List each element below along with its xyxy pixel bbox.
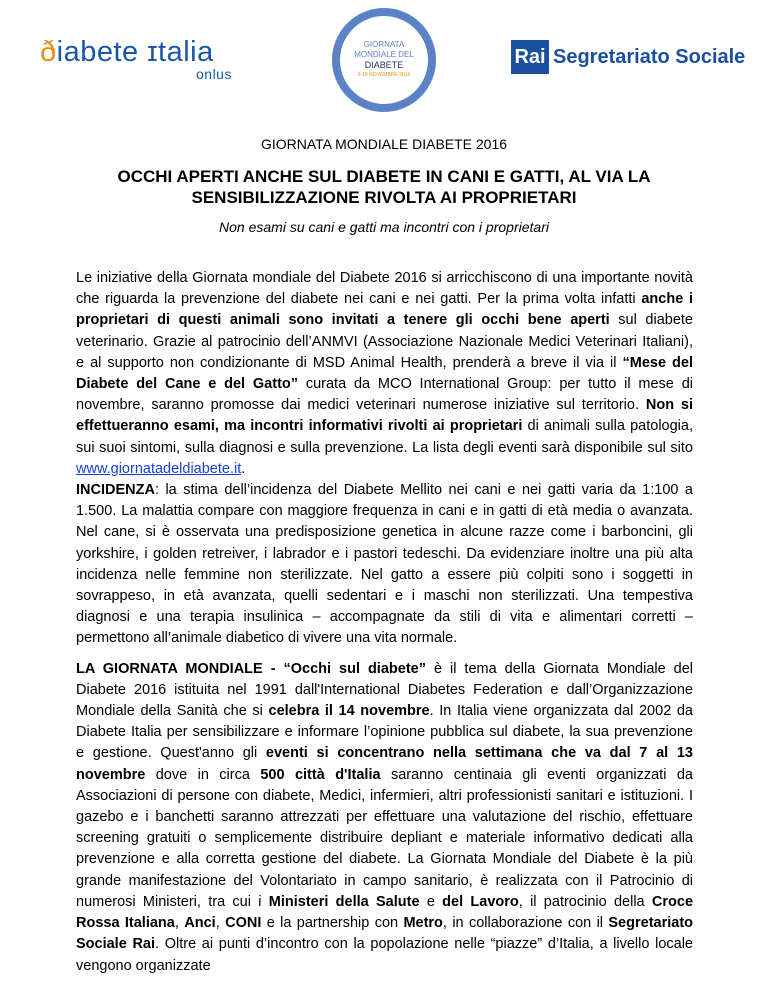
paragraph-giornata: LA GIORNATA MONDIALE - “Occhi sul diabete” è il tema della Giornata Mondiale del Diabete 2016 istituita nel 1991 dall'International Diabetes Federation e dall’Organizzazione Mondiale della Sanità che si celebra il 14 novembre. In Italia viene organizzata dal 2002 da Diabete Italia per sensibilizzare e informare l’opinione pubblica sul diabete, la sua prevenzione e gestione. Quest'anno gli eventi si concentrano nella settimana che va dal 7 al 13 novembre dove in circa 500 città d'Italia saranno centinaia gli eventi organizzati da Associazioni di persone con diabete, Medici, infermieri, altri professionisti sanitari e istituzioni. I gazebo e i banchetti saranno attrezzati per effettuare una valutazione del rischio, effettuare screening gratuiti o semplicemente distribuire depliant e materiale informativo dedicati alla prevenzione e alla corretta gestione del diabete. La Giornata Mondiale del Diabete è la più grande manifestazione del Volontariato in campo sanitario, è realizzata con il Patrocinio di numerosi Ministeri, tra cui i Ministeri della Salute e del Lavoro, il patrocinio della Croce Rossa Italiana, Anci, CONI e la partnership con Metro, in collaborazione con il Segretariato Sociale Rai. Oltre ai punti d’incontro con la popolazione nelle “piazze” d’Italia, a livello locale vengono organizzate [76,660,694,974]
giornata-mondiale-logo [332,8,436,112]
website-link[interactable]: www.giornatadeldiabete.it [76,460,242,477]
subtitle: Non esami su cani e gatti ma incontri con i proprietari [219,219,549,235]
circle-line-2: MONDIALE DEL [354,50,414,59]
kicker: GIORNATA MONDIALE DIABETE 2016 [260,136,508,152]
circle-line-1: GIORNATA [363,40,405,49]
page-header [0,0,768,130]
logo-wordmark: iabete ɪtalia [56,36,214,68]
paragraph-intro: Le iniziative della Giornata mondiale del Diabete 2016 si arricchiscono di una importante novità che riguarda la prevenzione del diabete nei cani e nei gatti. Per la prima volta infatti anche i proprietari di questi animali sono invitati a tenere gli occhi bene aperti sul diabete veterinario. Grazie al patrocinio dell’ANMVI (Associazione Nazionale Medici Veterinari Italiani), e al supporto non condizionante di MSD Animal Health, prenderà a breve il via il “Mese del Diabete del Cane e del Gatto” curata da MCO International Group: per tutto il mese di novembre, saranno promosse dai medici veterinari numerose iniziative sul territorio. Non si effettueranno esami, ma incontri informativi rivolti ai proprietari di animali sulla patologia, sui suoi sintomi, sulla diagnosi e sulla prevenzione. La lista degli eventi sarà disponibile sul sito www.giornatadeldiabete.it. [76,270,694,477]
rai-box: Rai [511,40,549,74]
circle-line-3: DIABETE [364,60,404,70]
diabete-italia-logo [40,36,260,86]
rai-segretariato-logo [511,40,745,74]
circle-date: 9-15 NOVEMBRE 2016 [357,72,411,78]
page-title: OCCHI APERTI ANCHE SUL DIABETE IN CANI E GATTI, AL VIA LA SENSIBILIZZAZIONE RIVOLTA AI PROPRIETARI [117,167,651,207]
paragraph-incidenza: INCIDENZA: la stima dell’incidenza del Diabete Mellito nei cani e nei gatti varia da 1:100 a 1.500. La malattia compare con maggiore frequenza in cani e in gatti di età media o avanzata. Nel cane, si è osservata una predisposizione genetica in alcune razze come i barboncini, gli yorkshire, i golden retreiver, i labrador e i pastori tedeschi. Da evidenziare inoltre una più alta incidenza nelle femmine non sterilizzate. Nel gatto a essere più colpiti sono i soggetti in sovrappeso, in età avanzata, quelli sedentari e i maschi non sterilizzati. Una tempestiva diagnosi e una terapia insulinica – accompagnate da stili di vita e alimentari corretti – permettono all’animale diabetico di vivere una vita normale. [76,482,693,647]
logo-onlus: onlus [196,66,232,82]
rai-label: Segretariato Sociale [553,45,746,68]
article-body [76,268,693,977]
logo-letter: ð [40,36,57,68]
